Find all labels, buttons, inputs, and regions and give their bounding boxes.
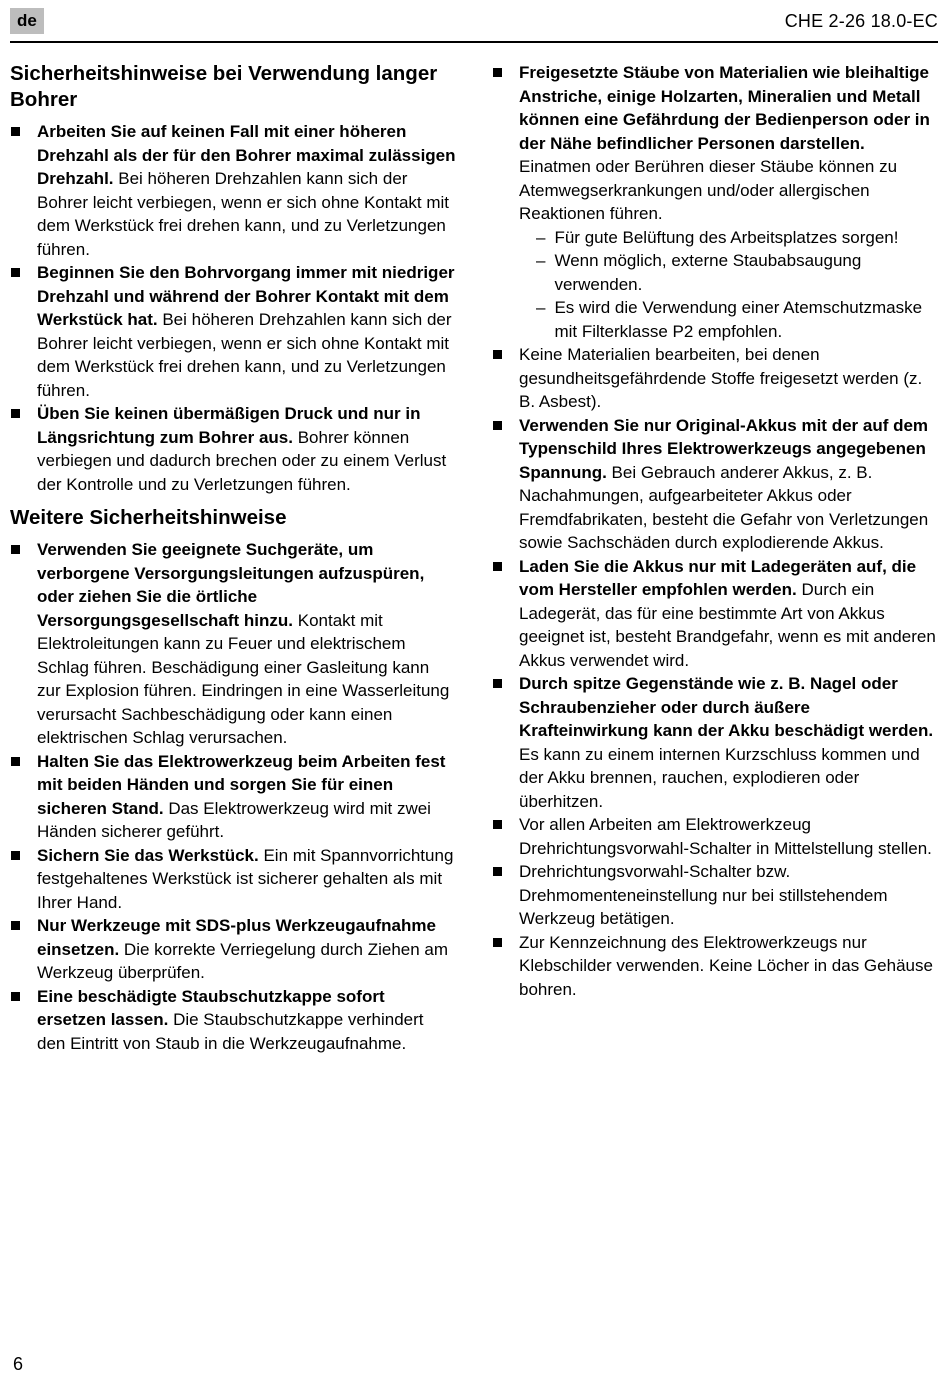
square-bullet-icon <box>493 938 502 947</box>
item-lead-bold: Nur Werkzeuge mit SDS-plus Werkzeugaufnahme einsetzen. <box>37 916 436 959</box>
dash-item-text: – Für gute Belüftung des Arbeitsplatzes sorgen! <box>554 227 899 247</box>
item-body: Bei Gebrauch anderer Akkus, z. B. Nachahmungen, aufgearbeiteter Akkus oder Fremdfabrikaten, besteht die Gefahr von Verletzungen sowie Sachschäden durch explodierende Akkus. <box>519 462 929 552</box>
item-paragraph <box>37 402 456 496</box>
item-body: Das Elektrowerkzeug wird mit zwei Händen sicherer geführt. <box>37 798 431 841</box>
item-paragraph <box>519 672 938 813</box>
safety-list-item <box>492 931 938 1002</box>
item-text <box>37 120 456 261</box>
dash-item-text: – Es wird die Verwendung einer Atemschutzmaske mit Filterklasse P2 empfohlen. <box>554 298 923 341</box>
safety-list-item <box>10 914 456 985</box>
item-text <box>37 402 456 496</box>
square-bullet-icon <box>11 921 20 930</box>
square-bullet-icon <box>493 562 502 571</box>
safety-list-item <box>10 985 456 1056</box>
square-bullet-icon <box>11 992 20 1001</box>
item-body: Die korrekte Verriegelung durch Ziehen am Werkzeug überprüfen. <box>37 939 449 982</box>
item-body: Durch ein Ladegerät, das für eine bestimmte Art von Akkus geeignet ist, besteht Brandgefahr, wenn es mit anderen Akkus verwendet wird. <box>519 580 936 670</box>
square-bullet-icon <box>493 679 502 688</box>
safety-list-item <box>492 343 938 414</box>
item-paragraph <box>37 261 456 402</box>
safety-list-item <box>492 555 938 673</box>
item-text <box>519 61 938 343</box>
safety-list-item <box>492 860 938 931</box>
item-body: Bohrer können verbiegen und dadurch brechen oder zu einem Verlust der Kontrolle und zu Verletzungen führen. <box>37 427 447 494</box>
item-body: Bei höheren Drehzahlen kann sich der Bohrer leicht verbiegen, wenn er sich ohne Kontakt mit dem Werkstück frei drehen kann, und zu Verletzungen führen. <box>37 169 450 259</box>
item-paragraph <box>519 860 938 931</box>
square-bullet-icon <box>11 127 20 136</box>
safety-list-item <box>492 61 938 343</box>
item-paragraph <box>37 538 456 750</box>
item-paragraph <box>519 61 938 226</box>
item-paragraph <box>37 985 456 1056</box>
item-body: Bei höheren Drehzahlen kann sich der Bohrer leicht verbiegen, wenn er sich ohne Kontakt mit dem Werkstück frei drehen kann, und zu Verletzungen führen. <box>37 310 452 400</box>
page-header <box>10 8 938 34</box>
item-text <box>519 860 938 931</box>
header-divider <box>10 41 938 43</box>
item-lead-bold: Laden Sie die Akkus nur mit Ladegeräten auf, die vom Hersteller empfohlen werden. <box>519 556 917 599</box>
safety-list-item <box>10 120 456 261</box>
item-lead-bold: Sichern Sie das Werkstück. <box>37 845 264 865</box>
item-lead-bold: Durch spitze Gegenstände wie z. B. Nagel oder Schraubenzieher oder durch äußere Krafteinwirkung kann der Akku beschädigt werden. <box>519 674 934 740</box>
square-bullet-icon <box>11 409 20 418</box>
item-text <box>37 750 456 844</box>
safety-list-item <box>492 813 938 860</box>
item-body: Drehrichtungsvorwahl-Schalter bzw. Drehmomenteneinstellung nur bei stillstehendem Werkzeug betätigen. <box>519 862 888 928</box>
dash-list-item <box>536 226 938 250</box>
left-column <box>10 61 456 1055</box>
section-heading-long-drills: Sicherheitshinweise bei Verwendung langer Bohrer <box>10 62 438 111</box>
square-bullet-icon <box>11 757 20 766</box>
item-lead-bold: Arbeiten Sie auf keinen Fall mit einer höheren Drehzahl als der für den Bohrer maximal zulässigen Drehzahl. <box>37 122 456 188</box>
item-body: Einatmen oder Berühren dieser Stäube können zu Atemwegserkrankungen und/oder allergischen Reaktionen führen. <box>519 157 898 223</box>
square-bullet-icon <box>11 851 20 860</box>
item-text <box>37 538 456 750</box>
item-text <box>37 914 456 985</box>
item-text <box>519 672 938 813</box>
safety-list-item <box>10 538 456 750</box>
item-body: Es kann zu einem internen Kurzschluss kommen und der Akku brennen, rauchen, explodieren oder überhitzen. <box>519 744 920 811</box>
model-number: CHE 2-26 18.0-EC <box>784 11 938 31</box>
item-text <box>519 414 938 555</box>
safety-list-item <box>10 402 456 496</box>
square-bullet-icon <box>11 545 20 554</box>
dash-list-item <box>536 296 938 343</box>
language-badge: de <box>10 8 44 34</box>
item-paragraph <box>519 414 938 555</box>
section-heading-further-safety: Weitere Sicherheitshinweise <box>10 506 287 529</box>
item-body: Zur Kennzeichnung des Elektrowerkzeugs nur Klebschilder verwenden. Keine Löcher in das Gehäuse bohren. <box>519 932 933 999</box>
item-lead-bold: Üben Sie keinen übermäßigen Druck und nur in Längsrichtung zum Bohrer aus. <box>37 404 421 447</box>
item-body: Die Staubschutzkappe verhindert den Eintritt von Staub in die Werkzeugaufnahme. <box>37 1010 424 1053</box>
item-body: Keine Materialien bearbeiten, bei denen gesundheitsgefährdende Stoffe freigesetzt werden (z. B. Asbest). <box>519 345 923 411</box>
item-text <box>519 555 938 673</box>
item-lead-bold: Halten Sie das Elektrowerkzeug beim Arbeiten fest mit beiden Händen und sorgen Sie für einen sicheren Stand. <box>37 751 446 818</box>
safety-list-item <box>492 414 938 555</box>
page-number: 6 <box>13 1354 24 1374</box>
square-bullet-icon <box>493 867 502 876</box>
item-lead-bold: Verwenden Sie geeignete Suchgeräte, um verborgene Versorgungsleitungen aufzuspüren, oder ziehen Sie die örtliche Versorgungsgesellschaft hinzu. <box>37 540 425 630</box>
item-body: Vor allen Arbeiten am Elektrowerkzeug Drehrichtungsvorwahl-Schalter in Mittelstellung stellen. <box>519 815 932 858</box>
item-lead-bold: Beginnen Sie den Bohrvorgang immer mit niedriger Drehzahl und während der Bohrer Kontakt mit dem Werkstück hat. <box>37 263 455 329</box>
square-bullet-icon <box>493 350 502 359</box>
item-lead-bold: Freigesetzte Stäube von Materialien wie bleihaltige Anstriche, einige Holzarten, Mineralien und Metall können eine Gefährdung der Bedienperson oder in der Nähe befindlicher Personen darstellen. <box>519 63 930 153</box>
item-paragraph <box>519 343 938 414</box>
item-paragraph <box>519 931 938 1002</box>
item-paragraph <box>37 914 456 985</box>
item-paragraph <box>519 555 938 673</box>
square-bullet-icon <box>493 421 502 430</box>
square-bullet-icon <box>11 268 20 277</box>
item-paragraph <box>37 750 456 844</box>
item-body: Kontakt mit Elektroleitungen kann zu Feuer und elektrischem Schlag führen. Beschädigung einer Gasleitung kann zur Explosion führen. Eindringen in eine Wasserleitung verursacht Sachbeschädigung oder kann einen elektrischen Schlag verursachen. <box>37 610 450 747</box>
item-text <box>37 261 456 402</box>
square-bullet-icon <box>493 68 502 77</box>
item-text <box>519 931 938 1002</box>
dash-list-item <box>536 249 938 296</box>
square-bullet-icon <box>493 820 502 829</box>
safety-list-item <box>10 261 456 402</box>
item-lead-bold: Eine beschädigte Staubschutzkappe sofort ersetzen lassen. <box>37 986 385 1029</box>
dash-item-text: – Wenn möglich, externe Staubabsaugung verwenden. <box>554 251 862 294</box>
item-body: Ein mit Spannvorrichtung festgehaltenes Werkstück ist sicherer gehalten als mit Ihrer Hand. <box>37 845 454 912</box>
item-text <box>519 343 938 414</box>
right-column <box>492 61 938 1055</box>
item-paragraph <box>37 844 456 915</box>
item-text <box>37 844 456 915</box>
item-text <box>37 985 456 1056</box>
item-lead-bold: Verwenden Sie nur Original-Akkus mit der auf dem Typenschild Ihres Elektrowerkzeugs angegebenen Spannung. <box>519 415 929 482</box>
safety-list-item <box>492 672 938 813</box>
item-paragraph <box>519 813 938 860</box>
content-columns <box>10 61 938 1055</box>
item-paragraph <box>37 120 456 261</box>
safety-list-item <box>10 844 456 915</box>
safety-list-item <box>10 750 456 844</box>
item-text <box>519 813 938 860</box>
